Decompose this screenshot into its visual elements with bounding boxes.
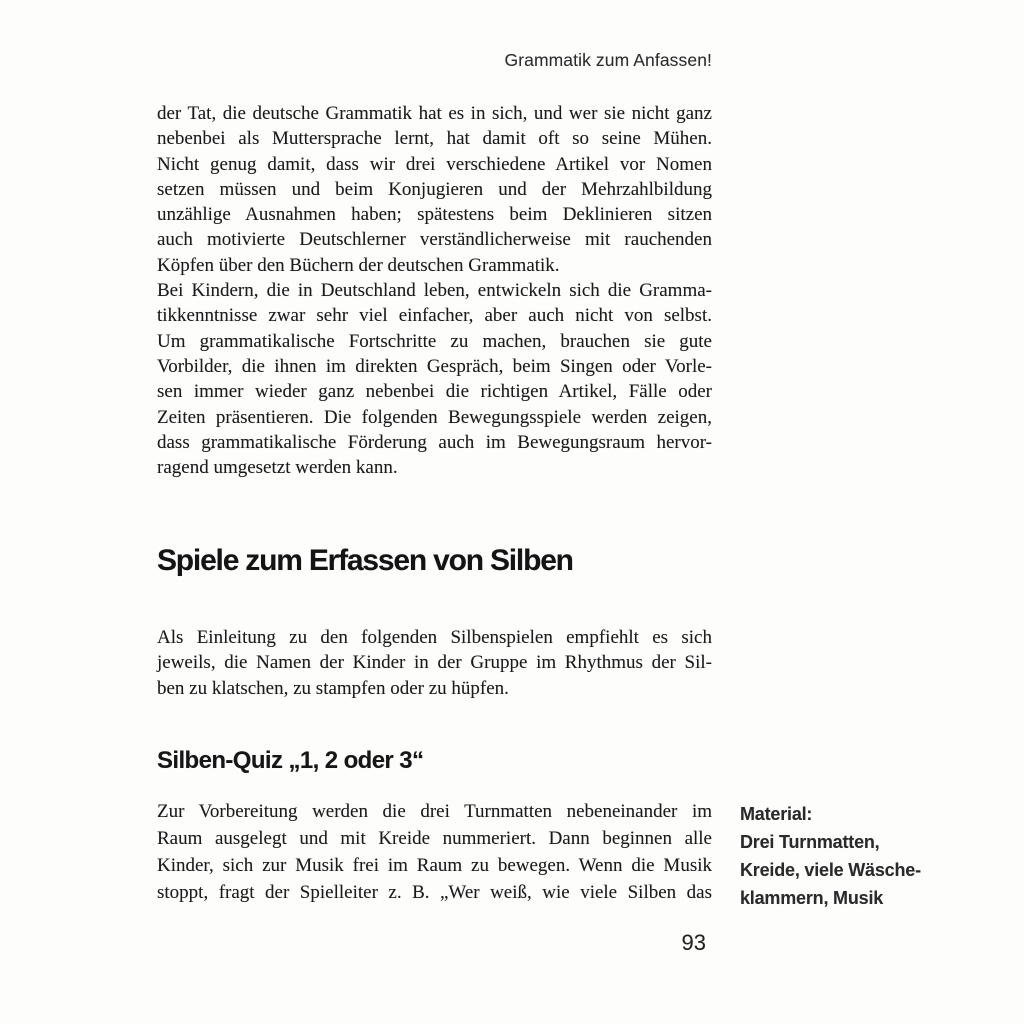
text-line: Material: <box>740 804 813 824</box>
text-line: auch motivierte Deutschlerner verständlicherweise mit rauchenden <box>157 229 712 251</box>
subsection-paragraph <box>157 799 712 907</box>
section-intro-paragraph <box>157 625 712 701</box>
text-line: Vorbilder, die ihnen im direkten Gespräch, beim Singen oder Vorle- <box>157 355 712 377</box>
subsection-heading: Silben-Quiz „1, 2 oder 3“ <box>157 747 424 774</box>
text-line: der Tat, die deutsche Grammatik hat es in sich, und wer sie nicht ganz <box>157 103 712 124</box>
text-line: unzählige Ausnahmen haben; spätestens beim Deklinieren sitzen <box>157 204 712 226</box>
text-line: Um grammatikalische Fortschritte zu machen, brauchen sie gute <box>157 330 712 352</box>
intro-paragraphs <box>157 101 712 480</box>
text-line: stoppt, fragt der Spielleiter z. B. „Wer weiß, wie viele Silben das <box>157 881 712 903</box>
text-line: klammern, Musik <box>740 888 884 908</box>
text-line: nebenbei als Muttersprache lernt, hat damit oft so seine Mühen. <box>157 128 712 150</box>
text-line: jeweils, die Namen der Kinder in der Gruppe im Rhythmus der Sil- <box>157 652 712 674</box>
text-line: Drei Turnmatten, <box>740 832 880 852</box>
text-line: ragend umgesetzt werden kann. <box>157 457 398 479</box>
text-line: Zur Vorbereitung werden die drei Turnmatten nebeneinander im <box>157 801 712 822</box>
running-header: Grammatik zum Anfassen! <box>504 50 712 70</box>
text-line: Bei Kindern, die in Deutschland leben, entwickeln sich die Gramma- <box>157 280 712 302</box>
text-line: Nicht genug damit, dass wir drei verschiedene Artikel vor Nomen <box>157 153 712 175</box>
paragraph <box>157 101 712 278</box>
text-line: tikkenntnisse zwar sehr viel einfacher, aber auch nicht von selbst. <box>157 305 712 327</box>
paragraph <box>157 278 712 480</box>
text-line: Kreide, viele Wäsche- <box>740 860 921 880</box>
text-line: ben zu klatschen, zu stampfen oder zu hüpfen. <box>157 677 509 699</box>
text-line: Als Einleitung zu den folgenden Silbenspielen empfiehlt es sich <box>157 627 712 648</box>
text-line: dass grammatikalische Förderung auch im Bewegungsraum hervor- <box>157 431 712 453</box>
margin-note-material <box>740 800 930 912</box>
text-line: sen immer wieder ganz nebenbei die richtigen Artikel, Fälle oder <box>157 381 712 403</box>
text-line: Kinder, sich zur Musik frei im Raum zu bewegen. Wenn die Musik <box>157 854 712 876</box>
section-heading: Spiele zum Erfassen von Silben <box>157 544 573 577</box>
page-number: 93 <box>681 930 706 955</box>
text-line: Raum ausgelegt und mit Kreide nummeriert. Dann beginnen alle <box>157 827 712 849</box>
text-line: Köpfen über den Büchern der deutschen Grammatik. <box>157 254 560 276</box>
text-line: setzen müssen und beim Konjugieren und der Mehrzahlbildung <box>157 178 712 200</box>
text-line: Zeiten präsentieren. Die folgenden Bewegungsspiele werden zeigen, <box>157 406 712 428</box>
